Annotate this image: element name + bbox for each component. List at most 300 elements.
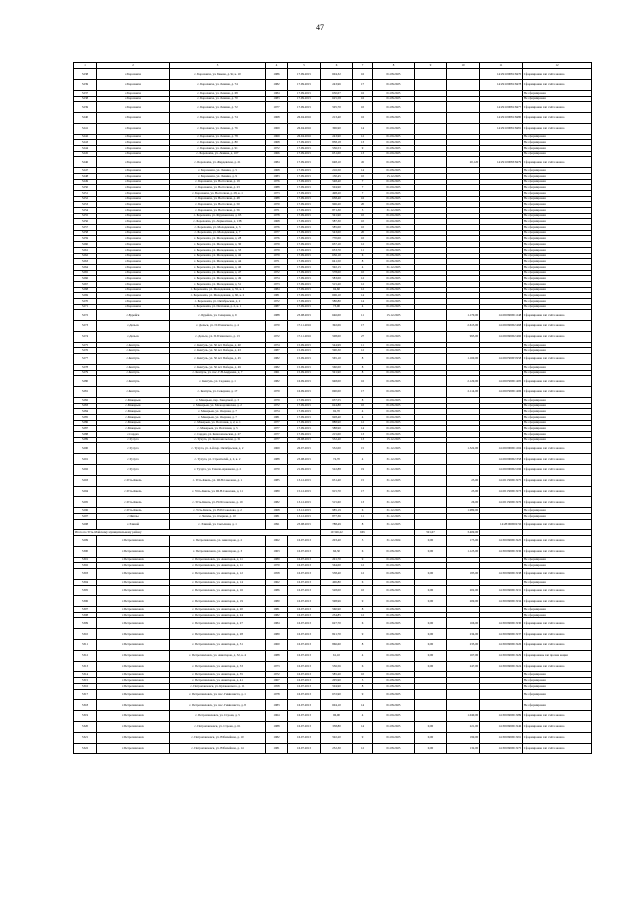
count: 16	[353, 69, 373, 80]
amount-a: 0,00	[415, 618, 447, 629]
date: 16.07.2013	[288, 579, 321, 585]
date: 26.04.2016	[288, 123, 321, 134]
settlement: г.Петропавловск	[97, 569, 170, 580]
row-index: 5255	[74, 213, 97, 219]
date: 16.07.2013	[288, 743, 321, 754]
status: Не сформирован	[523, 304, 592, 310]
build-year: 1962	[266, 579, 288, 585]
date: 17.09.2015	[288, 69, 321, 80]
count: 10	[353, 219, 373, 225]
build-year: 1963	[266, 546, 288, 557]
row-index: 5299	[74, 536, 97, 547]
status: Сформирован зап счёта можно	[523, 475, 592, 486]
address: с. Борохоиха, ул. Восточная, д. 19	[170, 179, 266, 185]
row-index: 5301	[74, 557, 97, 563]
row-index: 5240	[74, 113, 97, 124]
amount-a	[415, 321, 447, 332]
row-index: 5307	[74, 607, 97, 613]
cadastral-number: 14:29:100081:8480	[480, 113, 523, 124]
build-year: 1968	[266, 113, 288, 124]
settlement: с.Макарьев	[97, 420, 170, 426]
status: Сформирован зап счёта можно	[523, 569, 592, 580]
count: 12	[353, 134, 373, 140]
status: Не сформирован	[523, 293, 592, 299]
build-year: 1977	[266, 426, 288, 432]
build-year: 1986	[266, 585, 288, 596]
address: с. Макарьев, ул. Малоорлинская, д. 2	[170, 403, 266, 409]
area: 556,56	[321, 661, 353, 672]
area: 858,18	[321, 140, 353, 146]
amount-a: 0,00	[415, 536, 447, 547]
row-index: 5244	[74, 146, 97, 152]
area: 92,70	[321, 409, 353, 415]
row-index: 5275	[74, 342, 97, 348]
settlement: с.Борохоиха	[97, 157, 170, 168]
build-year: 1972	[266, 270, 288, 276]
address: с. Петропавловск, ул. пос. Гимназиста, д. 8	[170, 700, 266, 711]
deadline: 01.08.2025	[373, 585, 415, 596]
row-index: 5274	[74, 331, 97, 342]
amount-a	[415, 475, 447, 486]
amount-a	[415, 465, 447, 476]
settlement: г.Петропавловск	[97, 661, 170, 672]
area: 590,30	[321, 348, 353, 354]
area: 254,85	[321, 612, 353, 618]
cadastral-number: 14:29:100083:8479	[480, 157, 523, 168]
status: Сформирован зап счёта можно	[523, 354, 592, 365]
column-number: 12	[523, 63, 592, 69]
settlement: с.Борохоиха	[97, 190, 170, 196]
address: с. Петропавловск, ул. Авиаторов, д. 11	[170, 563, 266, 569]
deadline: 01.08.2025	[373, 202, 415, 208]
date: 26.04.2016	[288, 113, 321, 124]
address: с. Борохоиха, ул. Ленина, д. 107	[170, 151, 266, 157]
deadline: 01.08.2025	[373, 146, 415, 152]
count: 11	[353, 310, 373, 321]
settlement: с.Борохоиха	[97, 213, 170, 219]
amount-a: 0,00	[415, 743, 447, 754]
date: 15.09.2015	[288, 370, 321, 376]
build-year: 1984	[266, 618, 288, 629]
area: 252,30	[321, 743, 353, 754]
deadline: 01.08.2025	[373, 157, 415, 168]
deadline: 01.08.2025	[373, 69, 415, 80]
area: 631,40	[321, 475, 353, 486]
area: 821,70	[321, 629, 353, 640]
settlement: с.Борохоиха	[97, 102, 170, 113]
deadline: 01.08.2025	[373, 140, 415, 146]
count: 7	[353, 190, 373, 196]
status: Не сформирован	[523, 426, 592, 432]
status: Не сформирован	[523, 259, 592, 265]
settlement: с.Борохоиха	[97, 264, 170, 270]
amount-b: 166,00	[447, 618, 480, 629]
address: с. Петропавловск, ул. Авиаторов, д. 31	[170, 640, 266, 651]
count: 11	[353, 342, 373, 348]
row-index: 5287	[74, 426, 97, 432]
deadline: 01.08.2025	[373, 629, 415, 640]
address: с. Усть-Киель, ул. Н.И.Соколова, д. 2	[170, 508, 266, 514]
settlement: г.Петропавловск	[97, 689, 170, 700]
area: 532,40	[321, 437, 353, 443]
count: 12	[353, 281, 373, 287]
status: Сформирован зап счёта можно	[523, 661, 592, 672]
address: с. Тучуга, ул. Строителей, д. 2, к. 2	[170, 454, 266, 465]
build-year: 1978	[266, 213, 288, 219]
build-year: 1958	[266, 569, 288, 580]
build-year: 1980	[266, 596, 288, 607]
date: 16.07.2013	[288, 569, 321, 580]
deadline: 31.12.2025	[373, 497, 415, 508]
area: 306,90	[321, 123, 353, 134]
settlement: г.Петропавловск	[97, 743, 170, 754]
deadline: 01.08.2025	[373, 376, 415, 387]
status: Сформирован зап счёта можно	[523, 69, 592, 80]
count: 17	[353, 387, 373, 398]
address: с. Борохоиха, ул. Ленина, д. 70	[170, 96, 266, 102]
row-index: 5311	[74, 640, 97, 651]
date: 23.08.2015	[288, 519, 321, 530]
amount-a	[415, 331, 447, 342]
build-year: 1970	[266, 202, 288, 208]
cadastral-number: 14:30:060001:926	[480, 640, 523, 651]
area: 625,58	[321, 96, 353, 102]
area: 130,45	[321, 173, 353, 179]
deadline: 01.09.2025	[373, 299, 415, 305]
count: 8	[353, 259, 373, 265]
table-row	[74, 618, 592, 629]
deadline: 01.09.2025	[373, 348, 415, 354]
deadline: 01.08.2025	[373, 432, 415, 438]
address: с. Петропавловск, ул. пос. Гимназиста, д. 1	[170, 689, 266, 700]
amount-a	[415, 519, 447, 530]
count: 14	[353, 426, 373, 432]
row-index: 5280	[74, 376, 97, 387]
build-year: 1983	[266, 96, 288, 102]
table-row	[74, 519, 592, 530]
build-year: 1982	[266, 612, 288, 618]
date: 17.09.2015	[288, 264, 321, 270]
area: 770,00	[321, 236, 353, 242]
area: 96,00	[321, 711, 353, 722]
area: 522,88	[321, 465, 353, 476]
address: с. Борохоиха, ул. Восточная, д. 56	[170, 208, 266, 214]
cadastral-number: 14:30:060001:925	[480, 536, 523, 547]
amount-a: 0,00	[415, 732, 447, 743]
deadline: 15.12.2025	[373, 437, 415, 443]
deadline: 01.08.2025	[373, 102, 415, 113]
deadline: 01.08.2025	[373, 354, 415, 365]
table-row	[74, 689, 592, 700]
row-index: 5238	[74, 69, 97, 80]
build-year: 1958	[266, 683, 288, 689]
address: с. Петропавловск, ул. Авиаторов, д. 24	[170, 612, 266, 618]
area: 672,90	[321, 689, 353, 700]
count: 4	[353, 414, 373, 420]
table-row	[74, 387, 592, 398]
date: 16.07.2013	[288, 732, 321, 743]
status: Сформирован зап счёта можно	[523, 497, 592, 508]
settlement: с.Борохоиха	[97, 225, 170, 231]
area: 74,70	[321, 454, 353, 465]
status: Сформирован зап счёта можно	[523, 123, 592, 134]
area: 651,00	[321, 151, 353, 157]
amount-b: 221,00	[447, 721, 480, 732]
date: 17.09.2015	[288, 196, 321, 202]
status: Сформирован зап счёта можно	[523, 376, 592, 387]
settlement: с.Борохоиха	[97, 293, 170, 299]
status: Сформирован зап счёта можно	[523, 640, 592, 651]
deadline: 31.12.2024	[373, 536, 415, 547]
cadastral-number	[480, 700, 523, 711]
status: Не сформирован	[523, 213, 592, 219]
settlement: с.Борохоиха	[97, 196, 170, 202]
date: 17.09.2015	[288, 397, 321, 403]
count: 27	[353, 331, 373, 342]
date: 26.04.2016	[288, 134, 321, 140]
status: Сформирован зап счёта можно	[523, 102, 592, 113]
area: 61,10	[321, 650, 353, 661]
build-year: 1973	[266, 661, 288, 672]
count: 8	[353, 364, 373, 370]
row-index: 5269	[74, 293, 97, 299]
build-year: 1989	[266, 486, 288, 497]
build-year: 1981	[266, 743, 288, 754]
count: 10	[353, 672, 373, 678]
build-year: 1977	[266, 230, 288, 236]
build-year: 1982	[266, 376, 288, 387]
address: с. Борохоиха, ул. Молодежная, д. 33	[170, 247, 266, 253]
status: Сформирован зап счёта можно	[523, 310, 592, 321]
build-year: 1967	[266, 678, 288, 684]
build-year: 1979	[266, 242, 288, 248]
amount-b: 234,00	[447, 629, 480, 640]
deadline: 15.12.2025	[373, 310, 415, 321]
cadastral-number: 14:29:100081:8478	[480, 80, 523, 91]
settlement: г.Петропавловск	[97, 672, 170, 678]
build-year: 1968	[266, 140, 288, 146]
amount-b	[447, 519, 480, 530]
row-index: 5305	[74, 585, 97, 596]
date: 17.09.2015	[288, 247, 321, 253]
date: 16.07.2013	[288, 596, 321, 607]
status: Не сформирован	[523, 672, 592, 678]
amount-b: 1.989,00	[447, 508, 480, 514]
address: с. Борохоиха, ул. Восточная, д. 23	[170, 185, 266, 191]
count: 20	[353, 230, 373, 236]
cadastral-number: 14:29:060002:468	[480, 321, 523, 332]
table-row	[74, 465, 592, 476]
cadastral-number: 14:29:090002:296	[480, 465, 523, 476]
area: 73,00	[321, 304, 353, 310]
build-year: 1972	[266, 146, 288, 152]
deadline: 01.09.2025	[373, 387, 415, 398]
count: 4	[353, 304, 373, 310]
area: 690,00	[321, 387, 353, 398]
row-index: 5321	[74, 732, 97, 743]
build-year: 1982	[266, 497, 288, 508]
build-year: 1984	[266, 287, 288, 293]
amount-b: 1.322,00	[447, 443, 480, 454]
row-index: 5251	[74, 190, 97, 196]
deadline: 01.08.2025	[373, 96, 415, 102]
count: 11	[353, 513, 373, 519]
settlement: с.Борохоиха	[97, 270, 170, 276]
address: с. Макарьев, ул. Озерная, д. 7	[170, 409, 266, 415]
deadline: 01.09.2025	[373, 370, 415, 376]
count: 10	[353, 585, 373, 596]
build-year: 1970	[266, 465, 288, 476]
count: 17	[353, 321, 373, 332]
address: с. Борохоиха, ул. Лермонтова, д. 138	[170, 219, 266, 225]
date: 16.07.2013	[288, 607, 321, 613]
settlement: г.Петропавловск	[97, 629, 170, 640]
status: Не сформирован	[523, 348, 592, 354]
cadastral-number: 14:30:060001:931	[480, 585, 523, 596]
table-row	[74, 640, 592, 651]
row-index: 5241	[74, 123, 97, 134]
amount-a	[415, 497, 447, 508]
address: с. Петропавловск, ул. Авиаторов, д. 12	[170, 569, 266, 580]
deadline: 01.08.2025	[373, 80, 415, 91]
status: Не сформирован	[523, 513, 592, 519]
row-index: 5320	[74, 721, 97, 732]
build-year: 1964	[266, 711, 288, 722]
deadline: 01.08.2025	[373, 618, 415, 629]
status: Не сформирован	[523, 179, 592, 185]
row-index: 5322	[74, 743, 97, 754]
status: Не сформирован	[523, 689, 592, 700]
count: 16	[353, 376, 373, 387]
column-number: 10	[447, 63, 480, 69]
amount-b: 183,00	[447, 569, 480, 580]
build-year: 1988	[266, 721, 288, 732]
status: Не сформирован	[523, 96, 592, 102]
settlement: с.Борохоиха	[97, 208, 170, 214]
count: 45	[353, 157, 373, 168]
address: с. Борохоиха, ул. Ленина, д. 76	[170, 123, 266, 134]
deadline: 01.08.2025	[373, 689, 415, 700]
count: 14	[353, 168, 373, 174]
table-row	[74, 475, 592, 486]
area: 560,00	[321, 364, 353, 370]
address: с. Петропавловск, ул. Авиаторов, д. 35	[170, 672, 266, 678]
row-index: 5258	[74, 230, 97, 236]
row-index: 5315	[74, 678, 97, 684]
column-number: 2	[97, 63, 170, 69]
status: Не сформирован	[523, 370, 592, 376]
cadastral-number: 14:28:060002:56	[480, 519, 523, 530]
amount-a	[415, 711, 447, 722]
date: 16.09.2015	[288, 387, 321, 398]
area: 877,36	[321, 513, 353, 519]
build-year: 1968	[266, 168, 288, 174]
settlement: с.Кентуль	[97, 354, 170, 365]
count: 20	[353, 202, 373, 208]
settlement: с.Тучуга	[97, 465, 170, 476]
deadline: 01.08.2025	[373, 612, 415, 618]
deadline: 01.08.2025	[373, 683, 415, 689]
count: 12	[353, 348, 373, 354]
table-row	[74, 596, 592, 607]
deadline: 01.08.2025	[373, 270, 415, 276]
count: 10	[353, 236, 373, 242]
row-index: 5283	[74, 403, 97, 409]
status: Не сформирован	[523, 236, 592, 242]
count: 14	[353, 123, 373, 134]
build-year: 1974	[266, 342, 288, 348]
count: 8	[353, 370, 373, 376]
deadline: 01.08.2025	[373, 225, 415, 231]
address: с. Тучуга, ул. Гаваля-Аржакова, д. 2	[170, 465, 266, 476]
count: 14	[353, 721, 373, 732]
area: 216,50	[321, 168, 353, 174]
row-index: 5279	[74, 370, 97, 376]
amount-b: 23,00	[447, 475, 480, 486]
area: 66,30	[321, 546, 353, 557]
build-year: 1981	[266, 607, 288, 613]
date: 17.09.2015	[288, 146, 321, 152]
settlement: с.Усть-Киель	[97, 508, 170, 514]
status: Не сформирован	[523, 225, 592, 231]
area: 213,40	[321, 113, 353, 124]
area: 560,90	[321, 607, 353, 613]
date: 17.09.2015	[288, 409, 321, 415]
build-year: 1972	[266, 403, 288, 409]
settlement: г.Петропавловск	[97, 585, 170, 596]
area: 588,90	[321, 426, 353, 432]
status: Сформирован зап счёта можно	[523, 486, 592, 497]
area: 215,00	[321, 432, 353, 438]
count: 4	[353, 409, 373, 415]
build-year: 1983	[266, 700, 288, 711]
area: 915,70	[321, 486, 353, 497]
area: 866,60	[321, 640, 353, 651]
table-row	[74, 157, 592, 168]
date: 16.09.2015	[288, 376, 321, 387]
table-row	[74, 376, 592, 387]
address: с. Борохоиха, ул. Ленина, д. 78	[170, 134, 266, 140]
amount-a	[415, 310, 447, 321]
area: 580,80	[321, 299, 353, 305]
build-year: 1976	[266, 225, 288, 231]
cadastral-number: 14:30:060001:937	[480, 629, 523, 640]
status: Не сформирован	[523, 196, 592, 202]
deadline: 01.08.2025	[373, 700, 415, 711]
settlement: г.Петропавловск	[97, 612, 170, 618]
date: 13.12.2015	[288, 513, 321, 519]
status: Не сформирован	[523, 403, 592, 409]
count: 10	[353, 102, 373, 113]
settlement: с.Борохоиха	[97, 242, 170, 248]
settlement: с.Бурейск	[97, 310, 170, 321]
area: 565,10	[321, 354, 353, 365]
cadastral-number: 14:30:060001:946	[480, 721, 523, 732]
row-index: 5265	[74, 270, 97, 276]
total-label: Итого по Усть-Майскому муниципальному району	[74, 530, 321, 536]
settlement: с.Борохоиха	[97, 247, 170, 253]
table-row	[74, 310, 592, 321]
settlement: с.Сардах	[97, 432, 170, 438]
address: с. Борохоиха, ул. Ленина, д. 9	[170, 173, 266, 179]
build-year: 1977	[266, 432, 288, 438]
settlement: с.Кентуль	[97, 370, 170, 376]
settlement: г.Петропавловск	[97, 711, 170, 722]
build-year: 1970	[266, 321, 288, 332]
area: 604,10	[321, 700, 353, 711]
status: Сформирован зап счёта можно	[523, 519, 592, 530]
address: с. Петропавловск, ул. Строев, д. 61	[170, 721, 266, 732]
